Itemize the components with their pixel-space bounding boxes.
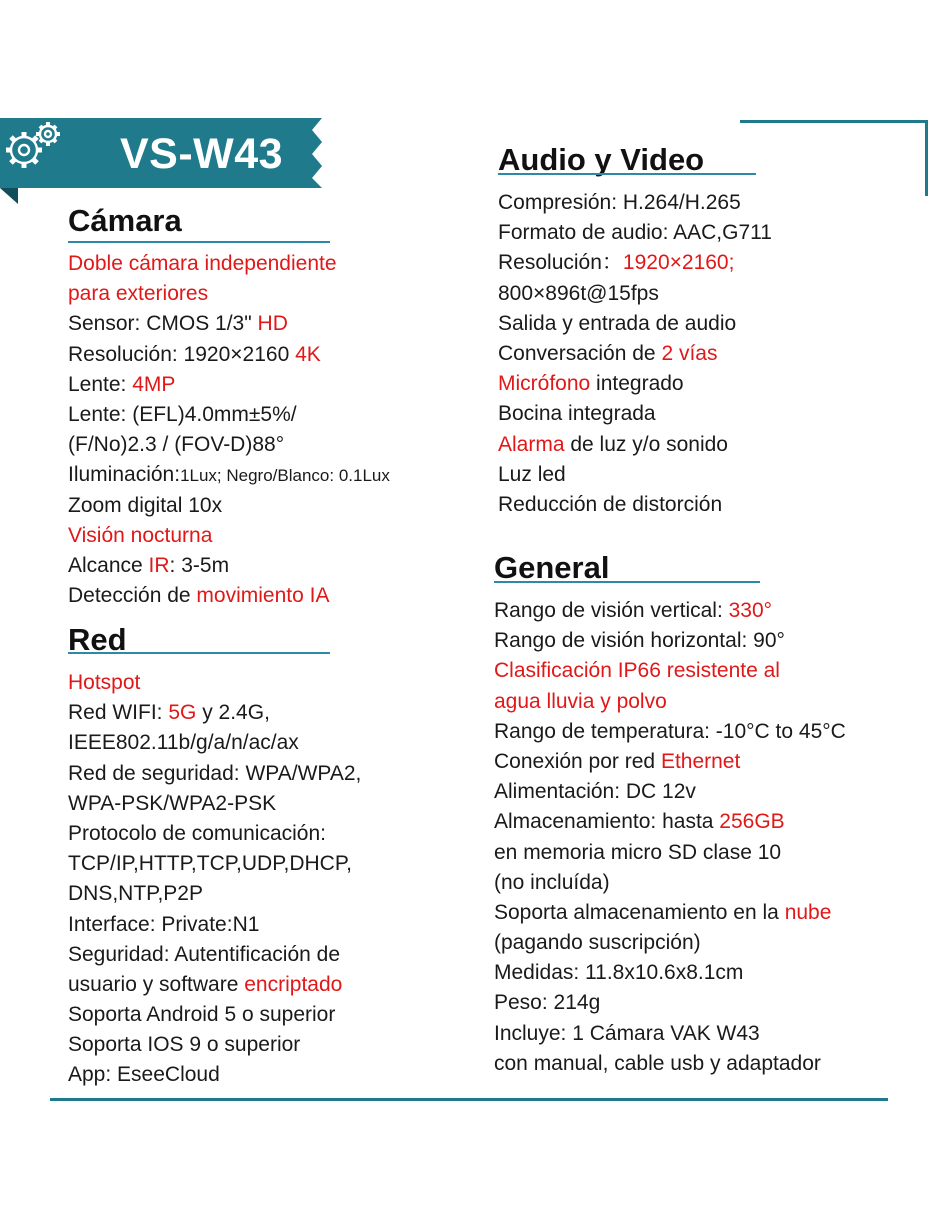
- spec-text: usuario y software: [68, 972, 245, 996]
- spec-text: Incluye: 1 Cámara VAK W43: [494, 1021, 760, 1045]
- spec-text: en memoria micro SD clase 10: [494, 840, 782, 864]
- camara-spec-line: [68, 430, 390, 460]
- general-spec-line: [494, 656, 846, 686]
- spec-text: IEEE802.11b/g/a/n/ac/ax: [68, 731, 299, 755]
- general-spec-line: [494, 1049, 846, 1079]
- spec-text: integrado: [590, 372, 684, 396]
- spec-text: 1Lux; Negro/Blanco: 0.1Lux: [180, 466, 390, 486]
- spec-text: Interface: Private:N1: [68, 912, 260, 936]
- spec-text: Formato de audio: AAC,G711: [498, 221, 772, 245]
- highlighted-text: 4MP: [132, 372, 176, 396]
- bottom-rule: [50, 1098, 888, 1101]
- general-spec-line: [494, 596, 846, 626]
- general-spec-line: [494, 717, 846, 747]
- red-heading: Red: [68, 622, 127, 657]
- general-spec-line: [494, 928, 846, 958]
- highlighted-text: IR: [148, 553, 170, 577]
- spec-text: Iluminación:: [68, 463, 181, 487]
- red-spec-line: [68, 1060, 361, 1090]
- general-spec-line: [494, 838, 846, 868]
- highlighted-text: movimiento IA: [196, 584, 330, 608]
- general-spec-line: [494, 868, 846, 898]
- audio-heading: Audio y Video: [498, 142, 705, 177]
- general-spec-line: [494, 747, 846, 777]
- red-spec-list: [68, 668, 361, 1091]
- red-spec-line: [68, 1030, 361, 1060]
- spec-text: Alcance: [68, 553, 149, 577]
- spec-text: (F/No)2.3 / (FOV-D)88°: [68, 433, 285, 457]
- camara-spec-line: [68, 279, 390, 309]
- spec-text: (no incluída): [494, 870, 610, 894]
- highlighted-text: Micrófono: [498, 372, 591, 396]
- spec-text: : 3-5m: [169, 553, 230, 577]
- general-spec-line: [494, 898, 846, 928]
- highlighted-text: HD: [257, 312, 288, 336]
- highlighted-text: encriptado: [244, 972, 343, 996]
- camara-underline: [68, 241, 330, 243]
- camara-spec-line: [68, 309, 390, 339]
- red-spec-line: [68, 668, 361, 698]
- highlighted-text: Visión nocturna: [68, 523, 213, 547]
- spec-text: y 2.4G,: [196, 701, 270, 725]
- spec-text: Soporta almacenamiento en la: [494, 900, 785, 924]
- highlighted-text: 330°: [728, 599, 773, 622]
- general-spec-line: [494, 988, 846, 1018]
- spec-text: Rango de visión horizontal: 90°: [494, 629, 785, 653]
- highlighted-text: 1920×2160;: [622, 251, 735, 275]
- spec-text: Reducción de distorción: [498, 492, 723, 516]
- red-spec-line: [68, 940, 361, 970]
- camara-spec-line: [68, 249, 390, 279]
- camara-spec-line: [68, 581, 390, 611]
- title-banner: [0, 118, 322, 188]
- general-heading: General: [494, 550, 610, 585]
- camara-spec-line: [68, 460, 390, 490]
- red-spec-line: [68, 849, 361, 879]
- general-spec-line: [494, 1019, 846, 1049]
- spec-text: Sensor: CMOS 1/3": [68, 312, 258, 336]
- spec-text: (pagando suscripción): [494, 931, 701, 955]
- audio-spec-line: [498, 248, 772, 278]
- red-spec-line: [68, 879, 361, 909]
- highlighted-text: Clasificación IP66 resistente al: [494, 659, 780, 683]
- camara-spec-line: [68, 551, 390, 581]
- audio-spec-line: [498, 218, 772, 248]
- audio-spec-line: [498, 460, 772, 490]
- spec-text: de luz y/o sonido: [564, 432, 728, 456]
- spec-text: Peso: 214g: [494, 991, 601, 1015]
- highlighted-text: Doble cámara independiente: [68, 252, 337, 275]
- audio-spec-line: [498, 490, 772, 520]
- red-spec-line: [68, 910, 361, 940]
- spec-text: Medidas: 11.8x10.6x8.1cm: [494, 961, 744, 985]
- camara-spec-line: [68, 370, 390, 400]
- spec-text: Soporta Android 5 o superior: [68, 1003, 336, 1027]
- spec-text: Resolución: 1920×2160: [68, 342, 296, 366]
- camara-spec-line: [68, 521, 390, 551]
- product-title: VS-W43: [120, 130, 284, 178]
- highlighted-text: 4K: [295, 342, 321, 366]
- spec-text: Lente:: [68, 372, 133, 396]
- spec-text: Salida y entrada de audio: [498, 311, 737, 335]
- audio-spec-line: [498, 279, 772, 309]
- audio-underline: [498, 173, 756, 175]
- red-spec-line: [68, 789, 361, 819]
- spec-text: Alimentación: DC 12v: [494, 780, 696, 804]
- highlighted-text: para exteriores: [68, 282, 209, 306]
- spec-text: Rango de temperatura: -10°C to 45°C: [494, 719, 846, 743]
- spec-text: TCP/IP,HTTP,TCP,UDP,DHCP,: [68, 852, 352, 876]
- highlighted-text: 256GB: [719, 810, 785, 834]
- red-spec-line: [68, 1000, 361, 1030]
- spec-text: Compresión: H.264/H.265: [498, 191, 741, 214]
- spec-text: 800×896t@15fps: [498, 281, 659, 305]
- highlighted-text: nube: [784, 900, 832, 924]
- spec-text: Protocolo de comunicación:: [68, 821, 326, 845]
- spec-text: Conversación de: [498, 341, 662, 365]
- spec-text: Seguridad: Autentificación de: [68, 942, 341, 966]
- spec-text: Conexión por red: [494, 749, 661, 773]
- spec-text: DNS,NTP,P2P: [68, 882, 203, 906]
- audio-spec-line: [498, 399, 772, 429]
- general-spec-line: [494, 958, 846, 988]
- spec-text: Resolución：: [498, 251, 623, 275]
- audio-spec-line: [498, 309, 772, 339]
- audio-spec-list: [498, 188, 772, 520]
- general-underline: [494, 581, 760, 583]
- spec-text: Bocina integrada: [498, 402, 656, 426]
- spec-text: Red de seguridad: WPA/WPA2,: [68, 761, 362, 785]
- general-spec-line: [494, 777, 846, 807]
- spec-text: WPA-PSK/WPA2-PSK: [68, 791, 277, 815]
- audio-spec-line: [498, 188, 772, 218]
- highlighted-text: Hotspot: [68, 671, 141, 694]
- camara-heading: Cámara: [68, 203, 182, 238]
- general-spec-line: [494, 807, 846, 837]
- camara-spec-line: [68, 340, 390, 370]
- spec-text: App: EseeCloud: [68, 1063, 220, 1087]
- spec-text: Red WIFI:: [68, 701, 169, 725]
- audio-spec-line: [498, 339, 772, 369]
- red-spec-line: [68, 819, 361, 849]
- general-spec-list: [494, 596, 846, 1079]
- red-spec-line: [68, 759, 361, 789]
- red-spec-line: [68, 698, 361, 728]
- highlighted-text: 2 vías: [661, 341, 718, 365]
- spec-text: Lente: (EFL)4.0mm±5%/: [68, 402, 297, 426]
- spec-text: Luz led: [498, 462, 566, 486]
- camara-spec-list: [68, 249, 390, 611]
- spec-text: Rango de visión vertical:: [494, 599, 729, 622]
- audio-spec-line: [498, 369, 772, 399]
- camara-spec-line: [68, 400, 390, 430]
- spec-text: Zoom digital 10x: [68, 493, 223, 517]
- red-underline: [68, 652, 330, 654]
- highlighted-text: agua lluvia y polvo: [494, 689, 667, 713]
- red-spec-line: [68, 970, 361, 1000]
- red-spec-line: [68, 728, 361, 758]
- corner-frame: [740, 120, 928, 196]
- spec-text: con manual, cable usb y adaptador: [494, 1051, 821, 1075]
- general-spec-line: [494, 687, 846, 717]
- general-spec-line: [494, 626, 846, 656]
- highlighted-text: 5G: [168, 701, 197, 725]
- camara-spec-line: [68, 491, 390, 521]
- audio-spec-line: [498, 430, 772, 460]
- gears-icon: [0, 118, 66, 174]
- spec-text: Soporta IOS 9 o superior: [68, 1033, 301, 1057]
- spec-text: Detección de: [68, 584, 197, 608]
- spec-text: Almacenamiento: hasta: [494, 810, 720, 834]
- highlighted-text: Alarma: [498, 432, 565, 456]
- highlighted-text: Ethernet: [660, 749, 741, 773]
